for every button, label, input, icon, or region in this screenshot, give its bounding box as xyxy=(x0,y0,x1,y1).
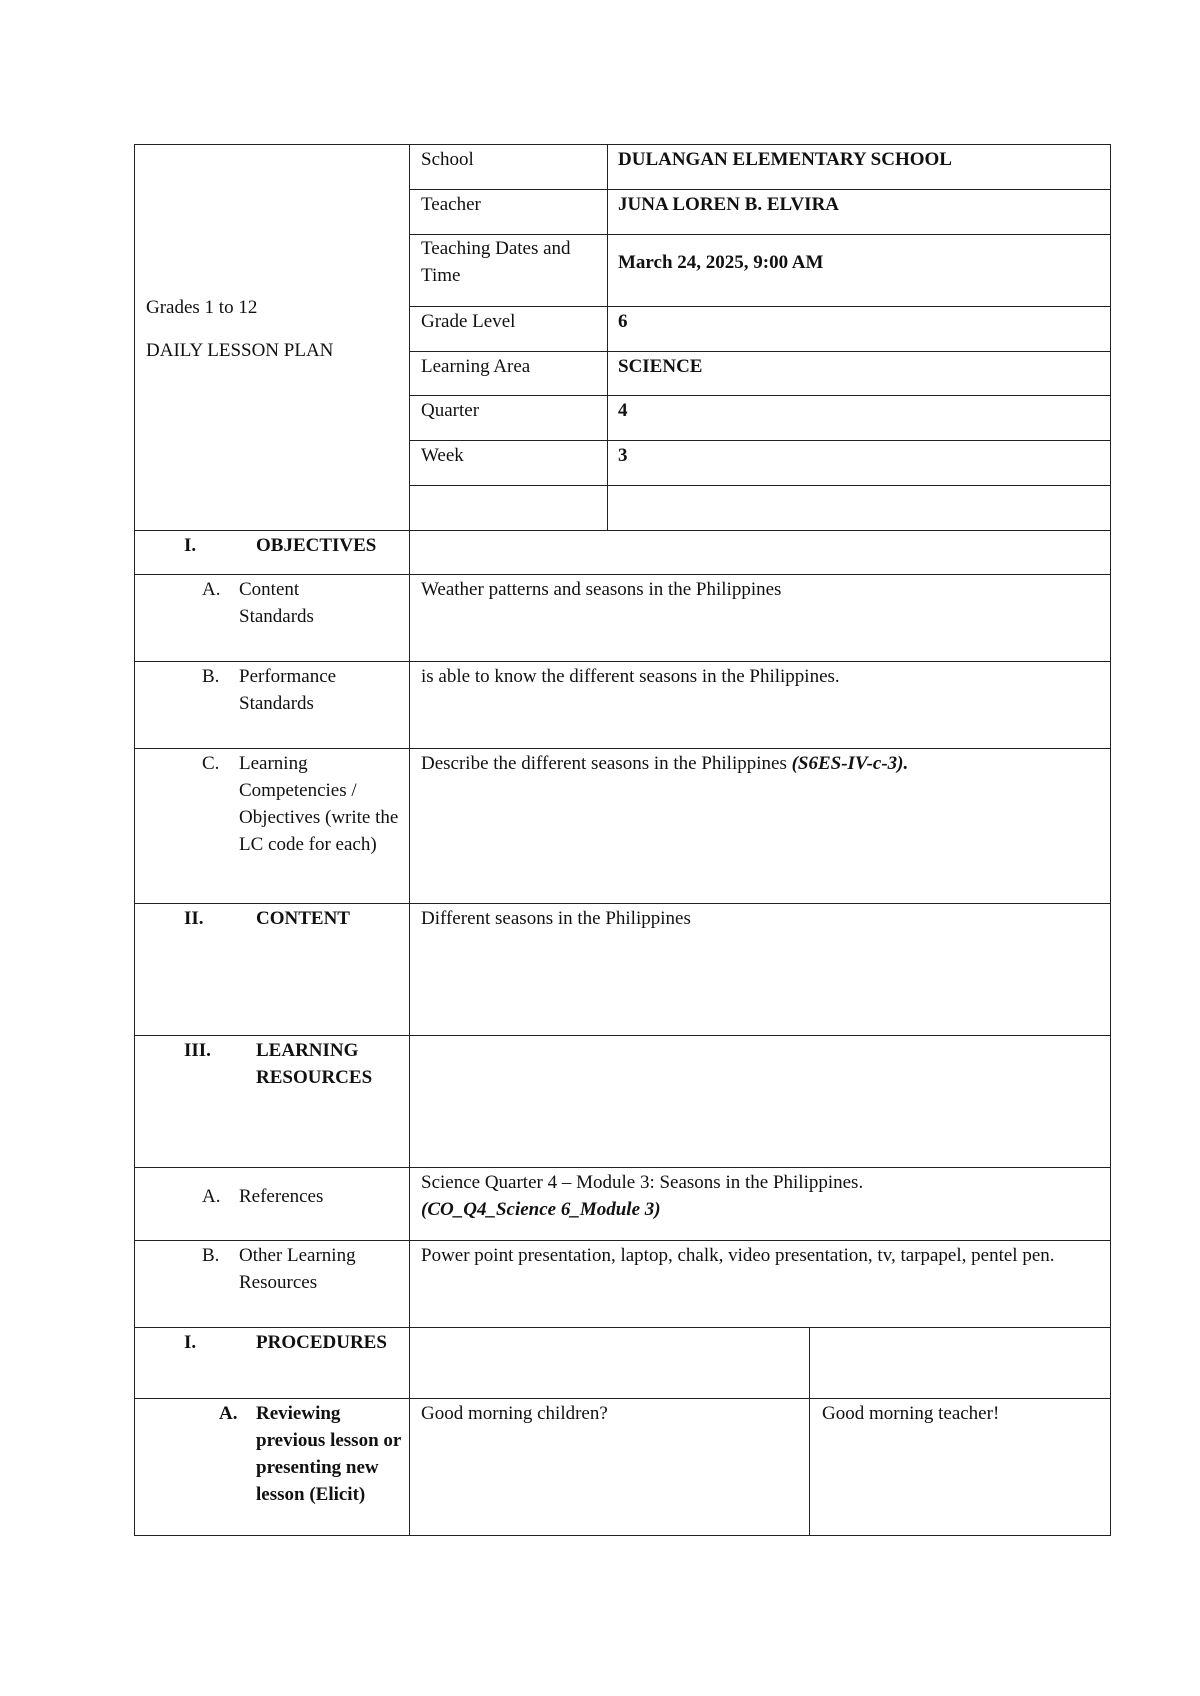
school-value: DULANGAN ELEMENTARY SCHOOL xyxy=(618,149,952,170)
other-resources-label: Other Learning Resources xyxy=(239,1245,356,1293)
other-resources-value: Power point presentation, laptop, chalk, video presentation, tv, tarpapel, pentel pen. xyxy=(421,1245,1055,1266)
grade-level-value: 6 xyxy=(618,311,628,332)
objectives-numeral: I. xyxy=(184,535,197,556)
grade-level-label: Grade Level xyxy=(421,311,516,332)
performance-standards-letter: B. xyxy=(202,666,220,687)
resources-numeral: III. xyxy=(184,1040,211,1061)
content-title: CONTENT xyxy=(256,908,350,929)
references-letter: A. xyxy=(202,1186,221,1207)
objectives-title: OBJECTIVES xyxy=(256,535,377,556)
header-title-dlp: DAILY LESSON PLAN xyxy=(146,340,334,361)
quarter-label: Quarter xyxy=(421,400,480,421)
teacher-value: JUNA LOREN B. ELVIRA xyxy=(618,194,840,215)
other-resources-letter: B. xyxy=(202,1245,220,1266)
content-standards-label: Content Standards xyxy=(239,579,314,627)
references-label: References xyxy=(239,1186,324,1207)
resources-title: LEARNING RESOURCES xyxy=(256,1040,373,1088)
competencies-code: (S6ES-IV-c-3). xyxy=(791,753,909,774)
competencies-value xyxy=(421,750,908,777)
performance-standards-label: Performance Standards xyxy=(239,666,337,714)
procedures-title: PROCEDURES xyxy=(256,1332,387,1353)
header-title-grades: Grades 1 to 12 xyxy=(146,297,258,318)
week-value: 3 xyxy=(618,445,628,466)
quarter-value: 4 xyxy=(618,400,628,421)
competencies-letter: C. xyxy=(202,753,220,774)
teaching-dates-value: March 24, 2025, 9:00 AM xyxy=(618,252,824,273)
teacher-label: Teacher xyxy=(421,194,481,215)
learning-area-label: Learning Area xyxy=(421,356,531,377)
performance-standards-value: is able to know the different seasons in the Philippines. xyxy=(421,666,840,687)
teaching-dates-label: Teaching Dates and Time xyxy=(421,238,571,286)
content-standards-value: Weather patterns and seasons in the Philippines xyxy=(421,579,782,600)
content-standards-letter: A. xyxy=(202,579,221,600)
competencies-text: Describe the different seasons in the Philippines xyxy=(421,753,787,774)
procedures-numeral: I. xyxy=(184,1332,197,1353)
references-value: Science Quarter 4 – Module 3: Seasons in the Philippines. xyxy=(421,1172,864,1193)
review-letter: A. xyxy=(219,1403,238,1424)
learning-area-value: SCIENCE xyxy=(618,356,703,377)
review-pupil-line: Good morning teacher! xyxy=(822,1403,1000,1424)
week-label: Week xyxy=(421,445,464,466)
review-teacher-line: Good morning children? xyxy=(421,1403,608,1424)
review-label: Reviewing previous lesson or presenting new lesson (Elicit) xyxy=(256,1403,401,1505)
content-value: Different seasons in the Philippines xyxy=(421,908,691,929)
references-code: (CO_Q4_Science 6_Module 3) xyxy=(421,1199,661,1220)
school-label: School xyxy=(421,149,474,170)
competencies-label: Learning Competencies / Objectives (write the LC code for each) xyxy=(239,753,399,855)
content-numeral: II. xyxy=(184,908,204,929)
